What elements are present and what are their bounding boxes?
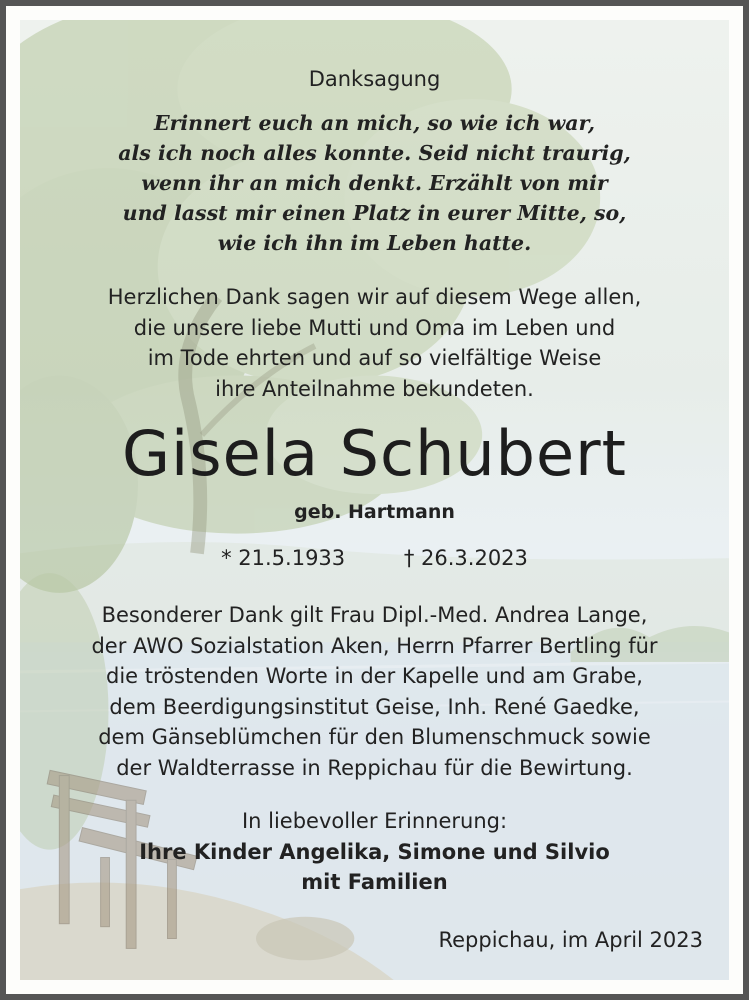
place-and-date: Reppichau, im April 2023	[438, 928, 703, 952]
poem-line: als ich noch alles konnte. Seid nicht traurig,	[118, 141, 631, 165]
thanks-line: Herzlichen Dank sagen wir auf diesem Wege allen,	[107, 285, 642, 309]
special-thanks-line: der AWO Sozialstation Aken, Herrn Pfarrer Bertling für	[91, 633, 658, 658]
special-thanks-line: Besonderer Dank gilt Frau Dipl.-Med. Andrea Lange,	[101, 603, 648, 627]
family-line: Ihre Kinder Angelika, Simone und Silvio	[139, 839, 610, 864]
special-thanks-line: die tröstenden Worte in der Kapelle und am Grabe,	[106, 664, 643, 688]
poem-line: wenn ihr an mich denkt. Erzählt von mir	[141, 171, 608, 195]
thanks-line: im Tode ehrten und auf so vielfältige Weise	[147, 346, 602, 370]
poem	[20, 108, 729, 258]
poem-line: und lasst mir einen Platz in eurer Mitte, so,	[122, 201, 627, 225]
birth-name: geb. Hartmann	[294, 501, 455, 523]
poem-line: Erinnert euch an mich, so wie ich war,	[153, 111, 596, 135]
death-date: † 26.3.2023	[403, 546, 528, 570]
card-inner	[20, 20, 729, 980]
thanks-line: die unsere liebe Mutti und Oma im Leben und	[133, 315, 616, 340]
thanks-paragraph	[20, 282, 729, 404]
obituary-text	[20, 20, 729, 980]
remembrance-block	[20, 806, 729, 898]
special-thanks-line: dem Gänseblümchen für den Blumenschmuck sowie	[98, 725, 651, 749]
family-line: mit Familien	[301, 870, 448, 894]
special-thanks-line: dem Beerdigungsinstitut Geise, Inh. René Gaedke,	[109, 694, 640, 719]
heading: Danksagung	[308, 67, 441, 91]
deceased-name: Gisela Schubert	[122, 417, 627, 490]
life-dates	[20, 544, 729, 572]
special-thanks-line: der Waldterrasse in Reppichau für die Bewirtung.	[116, 755, 633, 780]
thanks-line: ihre Anteilnahme bekundeten.	[215, 376, 534, 401]
poem-line: wie ich ihn im Leben hatte.	[217, 231, 532, 255]
special-thanks-paragraph	[20, 600, 729, 783]
birth-date: * 21.5.1933	[221, 546, 346, 570]
remembrance-intro: In liebevoller Erinnerung:	[241, 809, 508, 833]
